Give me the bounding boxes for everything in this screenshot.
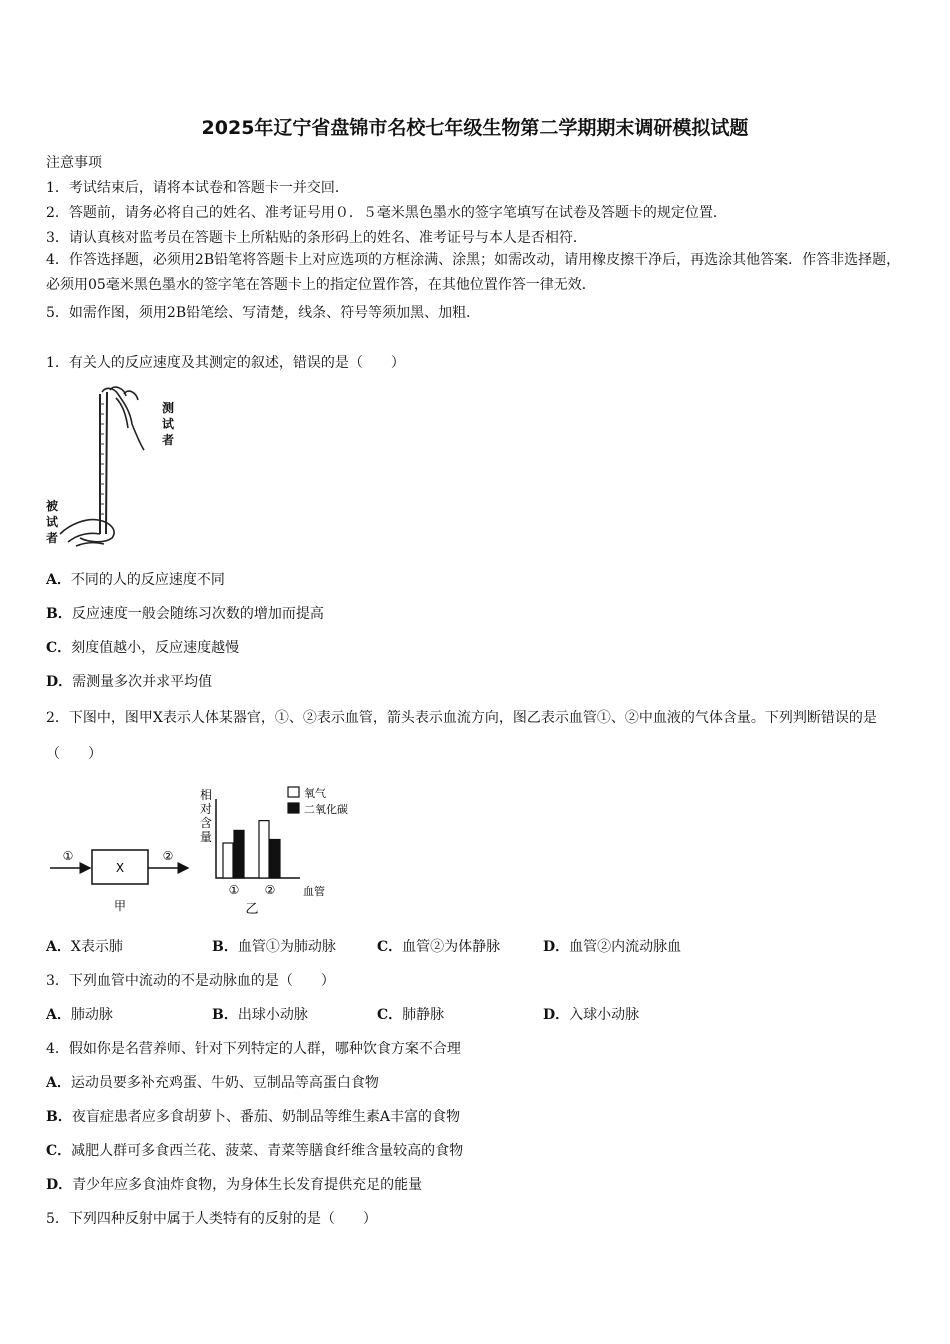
option-text: 肺动脉 [70,1007,113,1023]
notice-item: 3．请认真核对监考员在答题卡上所粘贴的条形码上的姓名、准考证号与本人是否相符． [46,230,587,246]
ruler [100,392,107,534]
q3-option-c[interactable] [377,1004,444,1024]
option-text: 入球小动脉 [569,1007,640,1023]
figure-jia [46,840,196,920]
q4-option-d[interactable] [46,1174,422,1194]
x-tick-1: ① [228,883,240,897]
page-title: 2025年辽宁省盘锦市名校七年级生物第二学期期末调研模拟试题 [201,117,749,139]
legend-swatch-oxygen [288,787,299,797]
figure-yi-caption: 乙 [245,902,259,917]
option-label: D． [543,939,570,955]
option-label: D． [46,674,73,690]
notice-item: 1．考试结束后，请将本试卷和答题卡一并交回． [46,180,349,196]
q2-option-b[interactable] [212,936,336,956]
option-label: B． [46,606,72,622]
y-axis-char: 相 [199,788,213,802]
q4-option-b[interactable] [46,1106,460,1126]
option-text: 血管②为体静脉 [402,939,501,955]
option-text: 血管②内流动脉血 [569,939,682,955]
option-label: A． [46,1007,71,1023]
option-label: A． [46,572,71,588]
legend-co2: 二氧化碳 [304,803,348,816]
x-axis-label: 血管 [303,885,325,898]
legend-swatch-co2 [288,803,299,813]
option-label: D． [543,1007,570,1023]
bar-oxygen-vessel-1 [223,843,233,878]
q1-option-d[interactable] [46,671,212,691]
q1-option-c[interactable] [46,637,239,657]
q2-option-d[interactable] [543,936,681,956]
option-label: B． [212,939,238,955]
option-label: C． [46,640,72,656]
option-label: B． [46,1109,72,1125]
question-2-stem: 2．下图中，图甲X表示人体某器官，①、②表示血管，箭头表示血流方向，图乙表示血管①、②中血液的气体含量。下列判断错误的是（ ） [46,710,877,762]
option-text: 刻度值越小，反应速度越慢 [71,640,240,656]
option-label: C． [377,939,403,955]
bar-co2-vessel-2 [270,840,280,879]
tester-char-2: 试 [161,417,175,431]
y-axis-char: 对 [199,802,213,816]
option-label: A． [46,1075,71,1091]
notice-item: 5．如需作图，须用2B铅笔绘、写清楚，线条、符号等须加黑、加粗． [46,305,481,321]
subject-char-1: 被 [45,499,59,513]
question-4-stem: 4．假如你是名营养师、针对下列特定的人群，哪种饮食方案不合理 [46,1041,461,1057]
vessel-2-label: ② [162,849,174,863]
option-text: X表示肺 [70,939,123,955]
subject-label [46,498,59,545]
figure-jia-caption: 甲 [113,899,127,913]
option-label: C． [46,1143,72,1159]
option-text: 肺静脉 [402,1007,445,1023]
option-label: A． [46,939,71,955]
question-1-stem: 1．有关人的反应速度及其测定的叙述，错误的是（ ） [46,355,405,371]
option-text: 青少年应多食油炸食物，为身体生长发育提供充足的能量 [72,1177,423,1193]
option-label: B． [212,1007,238,1023]
question-5-stem: 5．下列四种反射中属于人类特有的反射的是（ ） [46,1211,377,1227]
option-text: 需测量多次并求平均值 [72,674,213,690]
y-axis-char: 含 [199,816,213,830]
notice-heading: 注意事项 [46,155,102,171]
option-text: 夜盲症患者应多食胡萝卜、番茄、奶制品等维生素A丰富的食物 [71,1109,460,1125]
legend-oxygen: 氧气 [304,787,326,800]
q2-option-a[interactable] [46,936,123,956]
q3-option-b[interactable] [212,1004,308,1024]
q4-option-a[interactable] [46,1072,379,1092]
option-text: 出球小动脉 [237,1007,308,1023]
tester-label [162,400,175,447]
q3-option-a[interactable] [46,1004,113,1024]
notice-item: 2．答题前，请务必将自己的姓名、准考证号用０．５毫米黑色墨水的签字笔填写在试卷及答题卡的规定位置． [46,205,727,221]
tester-hand [102,387,144,450]
option-text: 反应速度一般会随练习次数的增加而提高 [71,606,324,622]
bar-co2-vessel-1 [234,830,244,878]
subject-char-3: 者 [45,531,59,545]
vessel-1-label: ① [62,849,74,863]
q1-option-a[interactable] [46,569,225,589]
figure-yi-chart [196,783,366,918]
y-axis-char: 量 [199,830,213,844]
option-text: 不同的人的反应速度不同 [70,572,225,588]
tester-char-3: 者 [161,433,175,447]
reaction-test-figure [40,384,190,550]
question-3-stem: 3．下列血管中流动的不是动脉血的是（ ） [46,973,335,989]
q2-option-c[interactable] [377,936,500,956]
bar-oxygen-vessel-2 [259,821,269,878]
notice-item: 4．作答选择题，必须用2B铅笔将答题卡上对应选项的方框涂满、涂黑；如需改动，请用橡皮擦干净后，再选涂其他答案．作答非选择题，必须用05毫米黑色墨水的签字笔在答题卡上的指定位置作答，在其他位置作答一律无效． [46,252,901,293]
tester-char-1: 测 [161,401,175,415]
x-tick-2: ② [264,883,276,897]
option-label: D． [46,1177,73,1193]
option-text: 减肥人群可多食西兰花、菠菜、青菜等膳食纤维含量较高的食物 [71,1143,464,1159]
option-label: C． [377,1007,403,1023]
option-text: 血管①为肺动脉 [237,939,336,955]
subject-char-2: 试 [45,515,59,529]
option-text: 运动员要多补充鸡蛋、牛奶、豆制品等高蛋白食物 [70,1075,379,1091]
q4-option-c[interactable] [46,1140,463,1160]
organ-x-label: X [115,861,125,875]
q1-option-b[interactable] [46,603,324,623]
q3-option-d[interactable] [543,1004,639,1024]
